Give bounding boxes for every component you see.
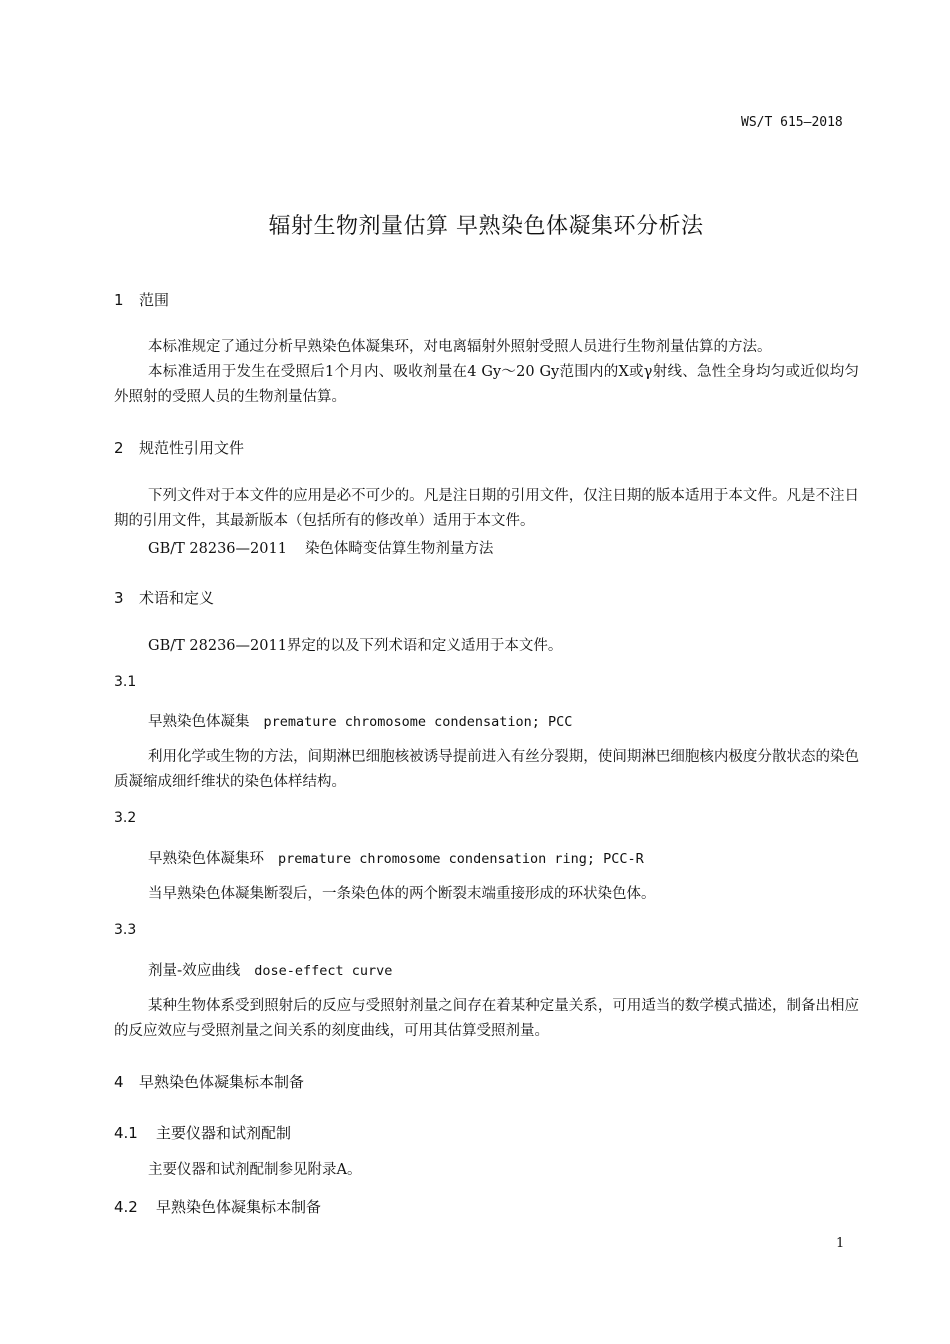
paragraph: 当早熟染色体凝集断裂后，一条染色体的两个断裂末端重接形成的环状染色体。 [148,886,656,902]
section-number: 4 [114,1073,124,1091]
section-1-heading [114,289,169,310]
subsection-title: 主要仪器和试剂配制 [156,1124,292,1142]
subsection-title: 早熟染色体凝集标本制备 [156,1198,322,1216]
subsection-number: 4.1 [114,1124,138,1142]
subsection-number: 4.2 [114,1198,138,1216]
paragraph: 某种生物体系受到照射后的反应与受照射剂量之间存在着某种定量关系，可用适当的数学模式描述，制备出相应的反应效应与受照剂量之间关系的刻度曲线，可用其估算受照剂量。 [114,998,859,1039]
subsection-4-2-heading [114,1196,321,1217]
normative-reference [148,537,493,558]
paragraph: 下列文件对于本文件的应用是必不可少的。凡是注日期的引用文件，仅注日期的版本适用于本文件。凡是不注日期的引用文件，其最新版本（包括所有的修改单）适用于本文件。 [114,488,859,529]
section-4-heading [114,1071,304,1092]
paragraph: 本标准适用于发生在受照后1个月内、吸收剂量在4 Gy～20 Gy范围内的X或γ射线、急性全身均匀或近似均匀外照射的受照人员的生物剂量估算。 [114,364,859,405]
section-title: 早熟染色体凝集标本制备 [139,1073,305,1091]
section-number: 3 [114,589,124,607]
section-title: 规范性引用文件 [139,439,245,457]
section-2-body [114,484,859,534]
standard-code: WS/T 615—2018 [741,115,843,130]
term-heading [148,959,392,980]
page-number: 1 [836,1236,845,1251]
section-3-intro: GB/T 28236—2011界定的以及下列术语和定义适用于本文件。 [148,638,563,654]
term-en: premature chromosome condensation; PCC [263,714,573,730]
section-1-body [114,335,859,410]
section-3-heading [114,587,214,608]
subsection-4-1-heading [114,1122,291,1143]
reference-code: GB/T 28236—2011 [148,541,287,557]
section-2-heading [114,437,244,458]
section-number: 1 [114,291,124,309]
section-title: 范围 [139,291,170,309]
paragraph: 本标准规定了通过分析早熟染色体凝集环，对电离辐射外照射受照人员进行生物剂量估算的方法。 [148,339,772,355]
paragraph: 利用化学或生物的方法，间期淋巴细胞核被诱导提前进入有丝分裂期，使间期淋巴细胞核内极度分散状态的染色质凝缩成细纤维状的染色体样结构。 [114,749,859,790]
term-zh: 早熟染色体凝集 [148,714,250,730]
section-title: 术语和定义 [139,589,215,607]
term-en: premature chromosome condensation ring; PCC-R [278,851,644,867]
reference-title: 染色体畸变估算生物剂量方法 [304,541,494,557]
subsection-4-1-text: 主要仪器和试剂配制参见附录A。 [148,1162,362,1178]
term-zh: 早熟染色体凝集环 [148,851,264,867]
section-number: 2 [114,439,124,457]
term-heading [148,710,572,731]
term-number: 3.2 [114,810,137,826]
term-definition [114,745,859,795]
term-definition [114,882,859,907]
term-definition [114,994,859,1044]
term-en: dose-effect curve [254,963,393,979]
term-zh: 剂量-效应曲线 [148,963,241,979]
term-number: 3.1 [114,674,137,690]
term-number: 3.3 [114,922,137,938]
document-title: 辐射生物剂量估算 早熟染色体凝集环分析法 [268,214,704,239]
term-heading [148,847,644,868]
